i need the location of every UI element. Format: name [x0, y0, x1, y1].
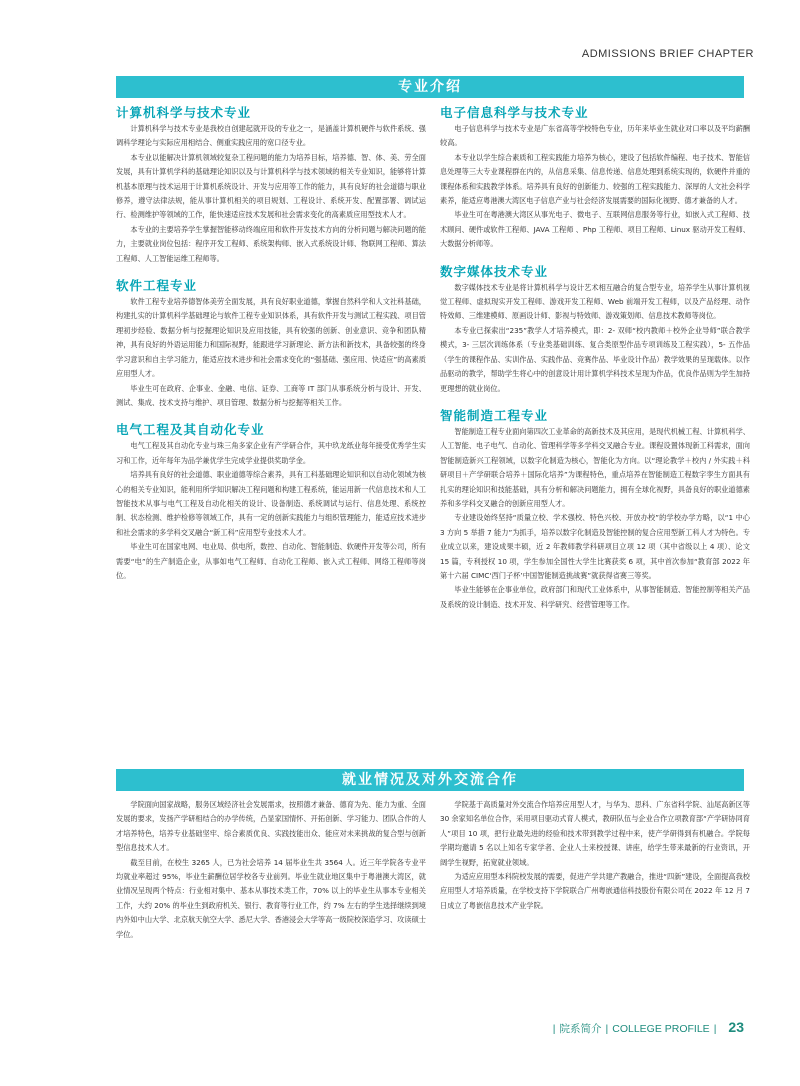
paragraph: 本专业以能解决计算机领域较复杂工程问题的能力为培养目标，培养德、智、体、美、劳全面发展，具有计算机学科的基础理论知识以及与计算机科学与技术领域的相关专业知识，能够将计算机基本原理与技术运用于计算机系统设计、开发与应用等工作的能力，具有良好的社会道德与职业修养，遵守法律法规，能从事计算机相关的项目规划、工程设计、系统开发、配置部署、调试运行、检测维护等领域的工作，能快速适应技术发展和社会需求变化的高素质应用型技术人才。 — [116, 152, 426, 220]
footer-section-en: COLLEGE PROFILE — [612, 1023, 710, 1035]
paragraph: 电子信息科学与技术专业是广东省高等学校特色专业，历年来毕业生就业对口率以及平均薪酬较高。 — [440, 124, 750, 148]
left-column — [116, 104, 426, 583]
footer-divider: | — [552, 1023, 556, 1035]
paragraph: 毕业生可在粤港澳大湾区从事光电子、微电子、互联网信息服务等行业，如嵌入式工程师、技术顾问、硬件或软件工程师、JAVA 工程师 、Php 工程师、项目工程师、Linux 驱动开发工程师、大数据分析师等。 — [440, 210, 750, 249]
paragraph: 本专业已探索出“235”教学人才培养模式，即：2- 双师“校内教师＋校外企业导师”联合教学模式，3- 三层次训练体系（专业类基础训练、复合类原型作品专项训练及工程实践），5- 五作品（学生的课程作品、实训作品、实践作品、竞赛作品、毕业设计作品）教学效果的呈现载体。以作品驱动的教学，帮助学生将心中的创意设计用计算机学科技术呈现为作品，优良作品则为学生加持更理想的就业岗位。 — [440, 325, 750, 393]
paragraph: 软件工程专业培养德智体美劳全面发展，具有良好职业道德，掌握自然科学和人文社科基础，构建扎实的计算机科学基础理论与软件工程专业知识体系，具有软件开发与测试工程实践、项目管理初步经验、数据分析与挖掘理论知识及应用技能，具有较强的创新、创业意识、竞争和团队精神，具有良好的外语运用能力和国际视野，能跟进学习新理论、新方法和新技术，具备较强的终身学习意识和自主学习能力，能适应技术进步和社会需求变化的“强基础、强应用、快适应”的高素质应用型人才。 — [116, 297, 426, 379]
major-title: 数字媒体技术专业 — [440, 263, 549, 279]
paragraph: 电气工程及其自动化专业与珠三角多家企业有产学研合作，其中玖龙纸业每年接受优秀学生实习和工作，近年每年为品学兼优学生完成学业提供奖助学金。 — [116, 441, 426, 465]
employment-right-column — [440, 798, 750, 913]
footer-divider: | — [605, 1023, 609, 1035]
paragraph: 学院基于高质量对外交流合作培养应用型人才，与华为、思科、广东省科学院、汕尾高新区等 30 余家知名单位合作，采用项目驱动式育人模式，教研队伍与企业合作立项教育部“产学研协同育人”项目 10 项，把行业最先进的经验和技术带到教学过程中来，使产学研得到有机融合。学院每学期均邀请 5 名以上知名专家学者、企业人士来校授课、讲座，给学生带来最新的行业资讯，开阔学生视野，拓宽就业领域。 — [440, 800, 750, 867]
paragraph: 毕业生可在国家电网、电业局、供电所，数控、自动化、智能制造、软硬件开发等公司，所有需要“电”的生产制造企业，从事如电气工程师、自动化工程师、嵌入式工程师、网络工程师等岗位。 — [116, 542, 426, 580]
paragraph: 专业建设始终坚持“质量立校、学术强校、特色兴校、开放办校”的学校办学方略，以“1 中心 3 方向 5 举措 7 能力”为抓手，培养以数字化制造及智能控制的复合应用型新工科人才为特色。专业成立以来，建设成果丰硕，近 2 年教师教学科研项目立项 12 项（其中省级以上 4 项）、论文 15 篇，专利授权 10 项，学生参加全国性大学生比赛获奖 6 项，其中首次参加“教育部 2022 年第十六届 CIMC‘西门子杯’中国智能制造挑战赛”就获得省赛三等奖。 — [440, 513, 750, 580]
chapter-header: ADMISSIONS BRIEF CHAPTER — [581, 48, 754, 60]
paragraph: 数字媒体技术专业是将计算机科学与设计艺术相互融合的复合型专业，培养学生从事计算机视觉工程师、虚拟现实开发工程师、游戏开发工程师、Web 前端开发工程师，以及产品经理、动作特效师、三维建模师、原画设计师、影视与特效师、游戏策划师、信息技术教师等岗位。 — [440, 282, 750, 321]
paragraph: 为适应应用型本科院校发展的需要，促进产学共建产教融合，推进“四新”建设，全面提高我校应用型人才培养质量，在学校支持下学院联合广州粤嵌通信科技股份有限公司在 2022 年 12 月 7 日成立了粤嵌信息技术产业学院。 — [440, 872, 750, 910]
page-footer — [549, 1019, 744, 1036]
major-title: 计算机科学与技术专业 — [116, 105, 252, 120]
paragraph: 本专业以学生综合素质和工程实践能力培养为核心，建设了包括软件编程、电子技术、智能信息处理等三大专业课程群在内的，从信息采集、信息传递、信息处理到系统实现的，软硬件并重的课程体系和实践教学体系。培养具有良好的创新能力、较强的工程实践能力、深厚的人文社会科学素养，能适应粤港澳大湾区电子信息产业与社会经济发展需要的国际化视野、德才兼备的人才。 — [440, 152, 750, 206]
section-band-majors: 专业介绍 — [116, 76, 744, 98]
paragraph: 毕业生能够在企事业单位，政府部门和现代工业体系中，从事智能制造、智能控制等相关产品及系统的设计制造、技术开发、科学研究、经营管理等工作。 — [440, 585, 750, 609]
paragraph: 学院面向国家战略，服务区域经济社会发展需求，按照德才兼备、德育为先、能力为重、全面发展的要求，发扬产学研相结合的办学传统，凸显家国情怀、开拓创新、学习能力、团队合作的人才培养特色，培养专业基础坚牢、综合素质优良、实践技能出众、能应对未来挑战的复合型与创新型信息技术人才。 — [116, 800, 426, 853]
footer-divider: | — [713, 1023, 717, 1035]
major-title: 智能制造工程专业 — [440, 407, 549, 423]
footer-section-cn: 院系简介 — [559, 1023, 602, 1035]
right-column — [440, 104, 750, 612]
paragraph: 培养具有良好的社会道德、职业道德等综合素养，具有工科基础理论知识和以自动化领域为核心的相关专业知识，能利用所学知识解决工程问题和构建工程系统，能运用新一代信息技术和人工智能技术从事与电气工程及自动化相关的设计、设备制造、系统调试与运行、信息处理、系统控制、状态检测、维护检修等领域工作，具有一定的创新实践能力与组织管理能力，能适应技术进步和社会需求的多学科交叉融合“新工科”应用型专业技术人才。 — [116, 470, 426, 537]
paragraph: 计算机科学与技术专业是我校自创建起就开设的专业之一，是涵盖计算机硬件与软件系统、强调科学理论与实际应用相结合、侧重实践应用的宽口径专业。 — [116, 124, 426, 148]
major-title: 电子信息科学与技术专业 — [440, 105, 589, 120]
major-title: 软件工程专业 — [116, 278, 198, 294]
employment-left-column — [116, 798, 426, 942]
paragraph: 智能制造工程专业面向第四次工业革命的高新技术及其应用，是现代机械工程、计算机科学、人工智能、电子电气、自动化、管理科学等多学科交叉融合专业。课程设置体现新工科需求，面向智能制造新兴工程领域，以数字化制造为核心，智能化为方向。以“理论教学＋校内 / 外实践＋科研项目＋产学研联合培养＋国际化培养”为课程特色，重点培养在智能制造工程数字孪生方面具有扎实的理论知识和技能基础，具有分析和解决问题能力，拥有全球化视野，具备良好的职业道德素养和多学科交叉融合的创新应用型人才。 — [440, 426, 750, 508]
paragraph: 毕业生可在政府、企事业、金融、电信、证券、工商等 IT 部门从事系统分析与设计、开发、测试、集成、技术支持与维护、项目管理、数据分析与挖掘等相关工作。 — [116, 383, 426, 407]
paragraph: 截至目前，在校生 3265 人，已为社会培养 14 届毕业生共 3564 人。近三年学院各专业平均就业率超过 95%，毕业生薪酬位居学校各专业前列。毕业生就业地区集中于粤港澳大湾区，就业情况呈现两个特点：行业相对集中、基本从事技术类工作，70% 以上的毕业生从事本专业相关工作，大约 20% 的毕业生到政府机关、银行、教育等行业工作，约 7% 左右的学生选择继续到境内外如中山大学、北京航天航空大学、悉尼大学、香港浸会大学等高一级院校深造学习、攻读硕士学位。 — [116, 857, 426, 939]
major-title: 电气工程及其自动化专业 — [116, 422, 265, 438]
page-number: 23 — [728, 1019, 744, 1035]
section-band-employment: 就业情况及对外交流合作 — [116, 769, 744, 791]
paragraph: 本专业的主要培养学生掌握智能移动终端应用和软件开发技术方向的分析问题与解决问题的能力，主要就业岗位包括：程序开发工程师、系统架构师、嵌入式系统设计师、物联网工程师、算法工程师、人工智能运维工程师等。 — [116, 224, 426, 263]
